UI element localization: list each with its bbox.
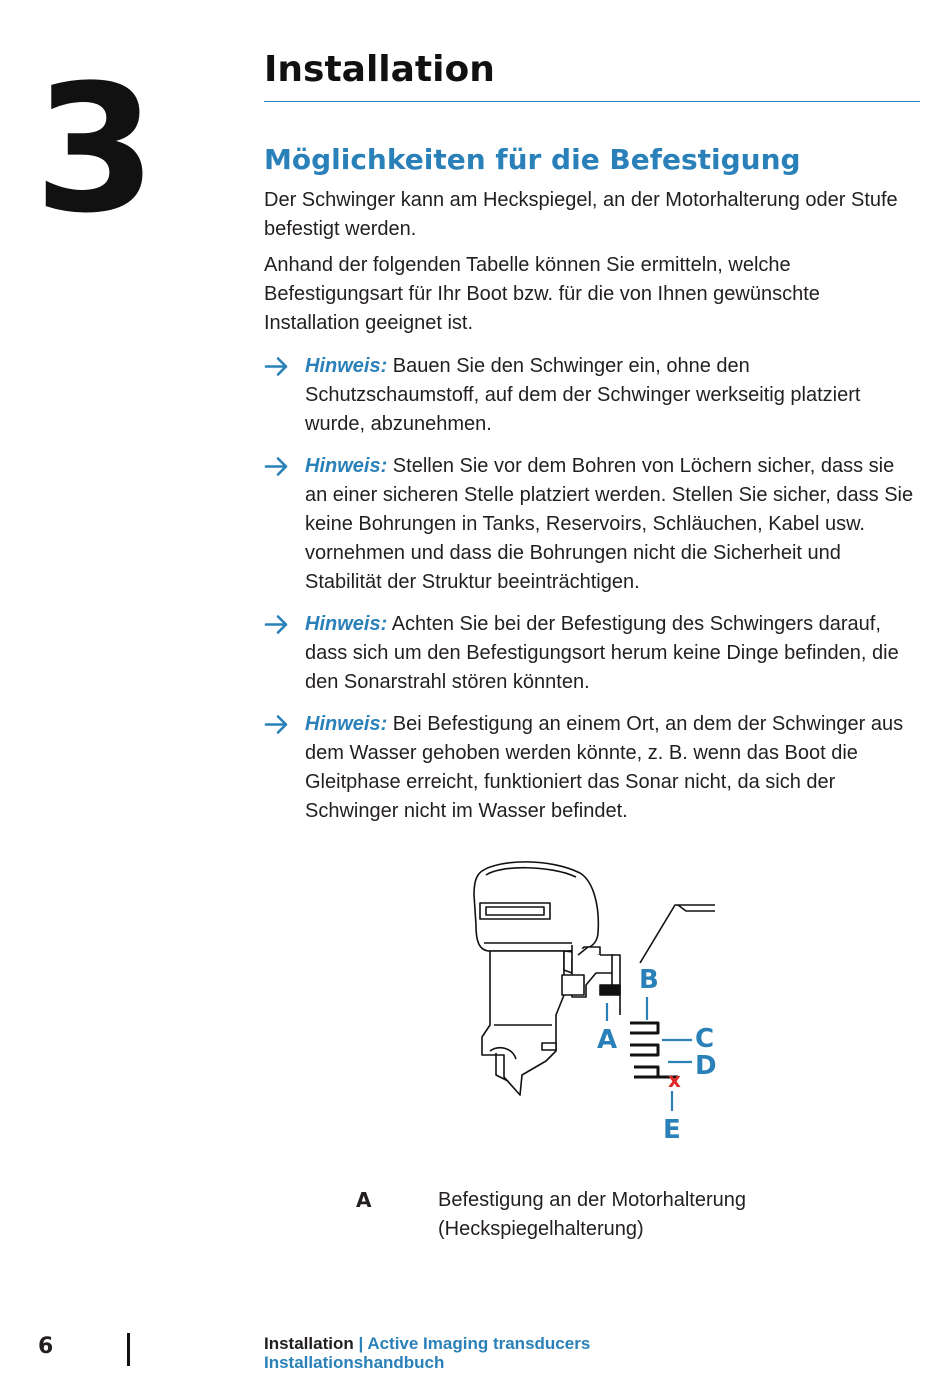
engine-leg [482, 951, 564, 1095]
mount-position-c [630, 1045, 658, 1055]
chapter-title: Installation [264, 49, 495, 90]
footer-title-line [264, 1334, 590, 1353]
not-recommended-marker: x [668, 1068, 681, 1092]
arrow-right-icon [264, 352, 290, 381]
legend-key-a: A [356, 1188, 372, 1212]
note-label: Hinweis: [305, 455, 388, 477]
label-a: A [597, 1025, 618, 1055]
paragraph-mounting-options: Der Schwinger kann am Heckspiegel, an der Motorhalterung oder Stufe befestigt werden. [264, 189, 898, 240]
label-c: C [695, 1024, 715, 1054]
section-title: Möglichkeiten für die Befestigung [264, 143, 801, 176]
note-text [305, 610, 921, 697]
note-text [305, 710, 921, 826]
arrow-right-icon [264, 710, 290, 739]
page-number: 6 [38, 1334, 54, 1359]
boat-hull-outline [640, 905, 715, 963]
title-divider [264, 101, 920, 102]
note-label: Hinweis: [305, 713, 388, 735]
note-text [305, 452, 921, 597]
mount-position-d [634, 1067, 658, 1077]
paragraph-table-hint: Anhand der folgenden Tabelle können Sie ermitteln, welche Befestigungsart für Ihr Boot bzw. für die von Ihnen gewünschte Installation geeignet ist. [264, 254, 820, 334]
outboard-mounting-diagram [460, 855, 720, 1150]
footer-product: Active Imaging transducers [367, 1334, 591, 1353]
legend-description-a: Befestigung an der Motorhalterung (Heckspiegelhalterung) [438, 1189, 746, 1240]
note-label: Hinweis: [305, 613, 388, 635]
note-label: Hinweis: [305, 355, 388, 377]
note-body: Achten Sie bei der Befestigung des Schwingers darauf, dass sich um den Befestigungsort herum keine Dinge befinden, die den Sonarstrahl stören könnten. [305, 613, 899, 693]
note-body: Bauen Sie den Schwinger ein, ohne den Schutzschaumstoff, auf dem der Schwinger werkseitig platziert wurde, abzunehmen. [305, 355, 861, 435]
note-body: Bei Befestigung an einem Ort, an dem der Schwinger aus dem Wasser gehoben werden könnte, z. B. wenn das Boot die Gleitphase erreicht, funktioniert das Sonar nicht, da sich der Schwinger nicht im Wasser befindet. [305, 713, 904, 822]
label-d: D [695, 1051, 717, 1081]
label-b: B [639, 965, 659, 995]
mount-position-b [630, 1023, 658, 1033]
footer-manual: Installationshandbuch [264, 1353, 445, 1372]
note-text [305, 352, 921, 439]
footer-section: Installation [264, 1334, 354, 1353]
arrow-right-icon [264, 452, 290, 481]
arrow-right-icon [264, 610, 290, 639]
note-body: Stellen Sie vor dem Bohren von Löchern sicher, dass sie an einer sicheren Stelle platziert werden. Stellen Sie sicher, dass Sie keine Bohrungen in Tanks, Reservoirs, Schläuchen, Kabel usw. vornehmen und dass die Bohrungen nicht die Sicherheit und Stabilität der Struktur beeinträchtigen. [305, 455, 914, 593]
label-e: E [663, 1115, 681, 1145]
chapter-number: 3 [34, 47, 153, 252]
footer-separator: | [353, 1334, 368, 1353]
footer-divider [127, 1333, 130, 1366]
